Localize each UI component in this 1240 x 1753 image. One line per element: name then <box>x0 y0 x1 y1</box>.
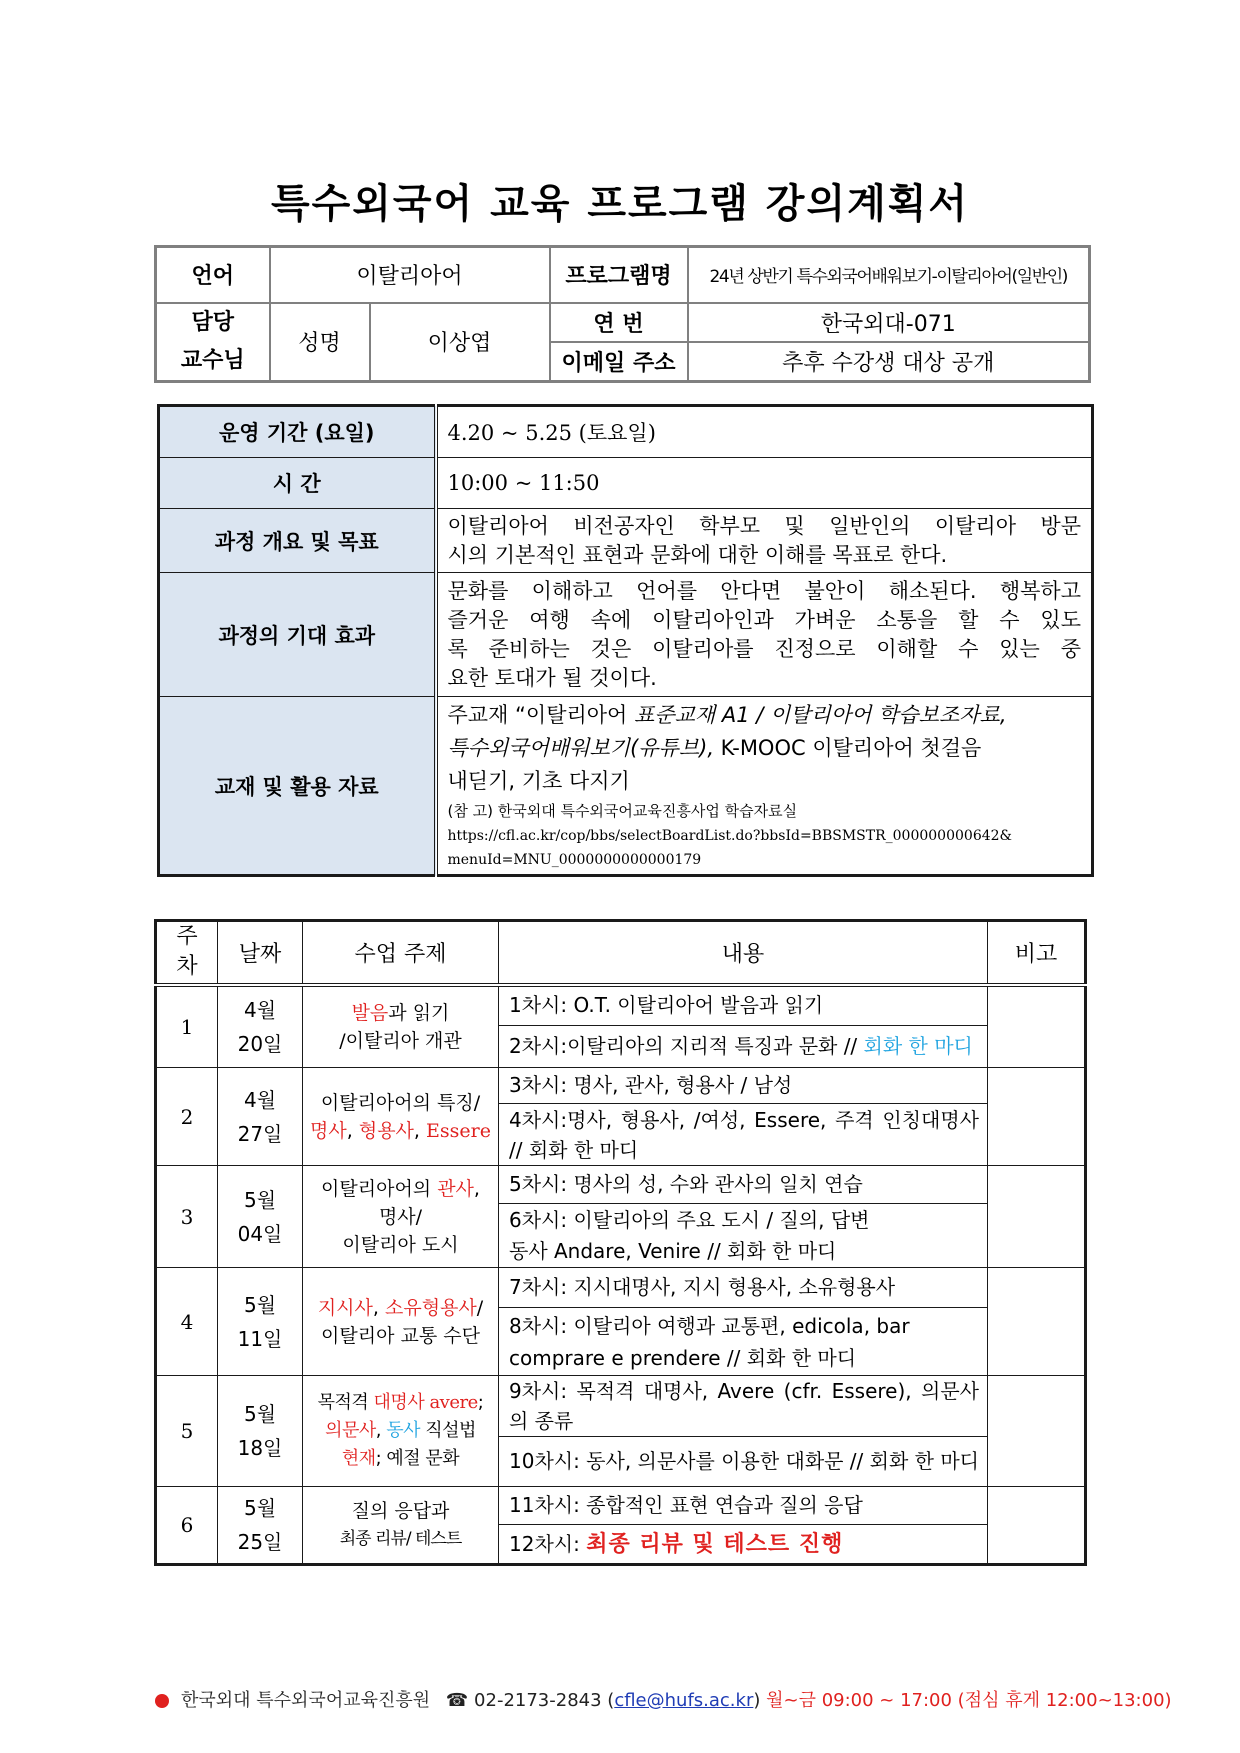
date-day: 27일 <box>237 1121 283 1146</box>
effect-line: 즐거운 여행 속에 이탈리아인과 가벼운 소통을 할 수 있도 <box>447 607 1081 632</box>
footer: 한국외대 특수외국어교육진흥원 ☎ 02-2173-2843 (cfle@hufs.ac.kr) 월~금 09:00 ~ 17:00 (점심 휴게 12:00~13:00) <box>155 1686 1172 1712</box>
material-text: 주교재 “이탈리아어 <box>447 703 635 727</box>
name-label: 성명 <box>270 303 370 382</box>
session-date <box>218 1068 303 1166</box>
header-note: 비고 <box>988 921 1086 985</box>
session-date <box>218 1166 303 1268</box>
week-number: 3 <box>156 1166 218 1268</box>
content-line: 동사 Andare, Venire // 회화 한 마디 <box>509 1238 837 1263</box>
header-week: 주 차 <box>156 921 218 985</box>
date-month: 4월 <box>243 1087 277 1112</box>
summary-line: 시의 기본적인 표현과 문화에 대한 이해를 목표로 한다. <box>447 542 948 567</box>
topic-line: 이탈리아 도시 <box>342 1233 459 1256</box>
date-month: 5월 <box>243 1402 277 1426</box>
period-label: 운영 기간 (요일) <box>159 406 436 458</box>
period-value: 4.20 ~ 5.25 (토요일) <box>436 406 1093 458</box>
topic-text: , <box>372 1296 385 1319</box>
date-month: 5월 <box>243 1292 277 1317</box>
language-label: 언어 <box>156 247 270 303</box>
date-month: 5월 <box>243 1187 277 1212</box>
session-date <box>218 1487 303 1565</box>
program-label: 프로그램명 <box>550 247 688 303</box>
summary-label: 과정 개요 및 목표 <box>159 509 436 573</box>
header-content: 내용 <box>499 921 988 985</box>
session-date <box>218 1268 303 1376</box>
session-topic <box>303 1268 499 1376</box>
session-content: 7차시: 지시대명사, 지시 형용사, 소유형용사 <box>499 1268 988 1308</box>
topic-highlight: Essere <box>426 1119 491 1142</box>
topic-text: ; 예절 문화 <box>375 1448 460 1469</box>
content-highlight: 최종 리뷰 및 테스트 진행 <box>586 1531 844 1557</box>
email-value: 추후 수강생 대상 공개 <box>688 342 1090 381</box>
session-content <box>499 1204 988 1268</box>
email-label: 이메일 주소 <box>550 342 688 381</box>
header-topic: 수업 주제 <box>303 921 499 985</box>
session-content <box>499 1308 988 1376</box>
overview-table <box>157 404 1094 877</box>
topic-highlight: 현재 <box>341 1448 376 1469</box>
effect-label: 과정의 기대 효과 <box>159 573 436 697</box>
footer-org: 한국외대 특수외국어교육진흥원 <box>181 1690 431 1711</box>
material-url[interactable]: https://cfl.ac.kr/cop/bbs/selectBoardList.do?bbsId=BBSMSTR_000000000642& <box>447 828 1012 844</box>
session-content: 10차시: 동사, 의문사를 이용한 대화문 // 회화 한 마디 <box>499 1437 988 1487</box>
info-table <box>154 245 1091 383</box>
topic-text: 이탈리아어의 <box>321 1177 438 1200</box>
topic-text: , <box>346 1119 359 1142</box>
session-content: 5차시: 명사의 성, 수와 관사의 일치 연습 <box>499 1166 988 1204</box>
session-topic <box>303 1376 499 1487</box>
topic-highlight: 형용사 <box>358 1119 414 1142</box>
session-topic <box>303 985 499 1068</box>
topic-highlight: 소유형용사 <box>384 1296 477 1319</box>
schedule-table <box>154 919 1087 1566</box>
content-line: 8차시: 이탈리아 여행과 교통편, edicola, bar <box>509 1313 910 1338</box>
date-day: 25일 <box>237 1530 283 1554</box>
topic-text: 목적격 <box>317 1392 374 1413</box>
topic-highlight: 의문사 <box>325 1420 376 1441</box>
session-content <box>499 1525 988 1565</box>
effect-line: 록 준비하는 것은 이탈리아를 진정으로 이해할 수 있는 중 <box>447 636 1081 661</box>
session-content <box>499 1376 988 1437</box>
date-month: 5월 <box>243 1496 277 1520</box>
session-topic <box>303 1068 499 1166</box>
instructor-label-line2: 교수님 <box>180 347 245 373</box>
content-line: comprare e prendere // 회화 한 마디 <box>509 1345 857 1370</box>
topic-highlight: 관사 <box>437 1177 474 1200</box>
effect-line: 요한 토대가 될 것이다. <box>447 665 657 690</box>
language-value: 이탈리아어 <box>270 247 550 303</box>
footer-hours: 월~금 09:00 ~ 17:00 (점심 휴게 12:00~13:00) <box>766 1690 1172 1711</box>
topic-line <box>303 999 498 1027</box>
material-line <box>448 699 1082 732</box>
week-number: 6 <box>156 1487 218 1565</box>
session-note <box>988 1376 1086 1487</box>
topic-line <box>303 1445 498 1473</box>
session-content: 11차시: 종합적인 표현 연습과 질의 응답 <box>499 1487 988 1525</box>
summary-value <box>436 509 1093 573</box>
session-content: 1차시: O.T. 이탈리아어 발음과 읽기 <box>499 985 988 1026</box>
session-note <box>988 985 1086 1068</box>
material-text-italic: 표준교재 A1 / 이탈리아어 학습보조자료, <box>634 703 1007 727</box>
footer-email-link[interactable]: cfle@hufs.ac.kr <box>614 1690 754 1711</box>
topic-text: 과 읽기 <box>388 1001 450 1024</box>
material-line <box>448 732 1082 765</box>
header-date: 날짜 <box>218 921 303 985</box>
topic-line <box>303 1294 498 1322</box>
topic-text: / <box>476 1296 484 1319</box>
name-value: 이상엽 <box>370 303 550 382</box>
content-line: 의 종류 <box>509 1409 574 1433</box>
instructor-label-line1: 담당 <box>191 309 234 335</box>
session-topic <box>303 1166 499 1268</box>
bullet-icon <box>155 1694 169 1708</box>
session-content <box>499 1026 988 1068</box>
session-date <box>218 1376 303 1487</box>
content-line: 9차시: 목적격 대명사, Avere (cfr. Essere), 의문사 <box>509 1379 979 1403</box>
effect-value <box>436 573 1093 697</box>
serial-label: 연 번 <box>550 303 688 342</box>
topic-line: /이탈리아 개관 <box>339 1029 462 1052</box>
material-reference: (참 고) 한국외대 특수외국어교육진흥사업 학습자료실 <box>447 802 798 820</box>
topic-line: 목적격 대명사 avere; <box>317 1392 484 1413</box>
week-number: 2 <box>156 1068 218 1166</box>
topic-line: 질의 응답과 <box>351 1500 450 1522</box>
topic-line: 명사/ <box>378 1205 423 1228</box>
material-text-italic: 특수외국어배워보기(유튜브), <box>447 736 721 760</box>
material-line: 내딛기, 기초 다지기 <box>447 769 630 793</box>
content-highlight: 회화 한 마디 <box>863 1034 973 1058</box>
date-day: 04일 <box>237 1221 283 1246</box>
session-note <box>988 1268 1086 1376</box>
date-day: 20일 <box>237 1031 283 1056</box>
topic-line <box>303 1417 498 1445</box>
topic-line: 이탈리아어의 특징/ <box>320 1091 481 1114</box>
week-number: 1 <box>156 985 218 1068</box>
footer-phone: 02-2173-2843 <box>474 1690 602 1711</box>
session-note <box>988 1166 1086 1268</box>
time-value: 10:00 ~ 11:50 <box>436 458 1093 509</box>
date-day: 11일 <box>237 1326 283 1351</box>
topic-text: , <box>473 1177 480 1200</box>
content-line: 6차시: 이탈리아의 주요 도시 / 질의, 답변 <box>509 1207 870 1232</box>
topic-highlight: 명사 <box>310 1119 347 1142</box>
session-note <box>988 1487 1086 1565</box>
topic-line <box>303 1117 498 1145</box>
time-label: 시 간 <box>159 458 436 509</box>
date-month: 4월 <box>243 997 277 1022</box>
topic-line: 이탈리아 교통 수단 <box>321 1324 480 1347</box>
material-value <box>436 697 1093 876</box>
week-number: 5 <box>156 1376 218 1487</box>
page-title: 특수외국어 교육 프로그램 강의계획서 <box>270 181 970 227</box>
date-day: 18일 <box>237 1436 283 1460</box>
program-value: 24년 상반기 특수외국어배워보기-이탈리아어(일반인) <box>688 247 1090 303</box>
topic-text: , <box>375 1420 387 1441</box>
topic-highlight: 지시사 <box>317 1296 373 1319</box>
topic-highlight: avere <box>424 1392 478 1413</box>
session-content: 3차시: 명사, 관사, 형용사 / 남성 <box>499 1068 988 1104</box>
topic-highlight: 대명사 <box>373 1392 425 1413</box>
topic-line <box>303 1175 498 1203</box>
topic-highlight: 동사 <box>386 1420 420 1441</box>
instructor-label <box>156 303 270 382</box>
session-content <box>499 1104 988 1166</box>
session-date <box>218 985 303 1068</box>
topic-text: , <box>413 1119 426 1142</box>
summary-line: 이탈리아어 비전공자인 학부모 및 일반인의 이탈리아 방문 <box>447 513 1081 538</box>
effect-line: 문화를 이해하고 언어를 안다면 불안이 해소된다. 행복하고 <box>447 578 1081 603</box>
material-label: 교재 및 활용 자료 <box>159 697 436 876</box>
content-line: // 회화 한 마디 <box>509 1137 639 1162</box>
topic-line: 최종 리뷰/ 테스트 <box>339 1529 462 1549</box>
session-topic <box>303 1487 499 1565</box>
content-text: 12차시: <box>509 1531 587 1556</box>
serial-value: 한국외대-071 <box>688 303 1090 342</box>
session-note <box>988 1068 1086 1166</box>
phone-icon: ☎ <box>445 1690 469 1711</box>
content-text: 2차시:이탈리아의 지리적 특징과 문화 // <box>509 1034 864 1058</box>
material-url[interactable]: menuId=MNU_0000000000000179 <box>447 852 702 868</box>
topic-text: 직설법 <box>420 1420 476 1441</box>
material-text: K-MOOC 이탈리아어 첫걸음 <box>720 736 982 760</box>
content-line: 4차시:명사, 형용사, /여성, Essere, 주격 인칭대명사 <box>509 1107 979 1132</box>
week-number: 4 <box>156 1268 218 1376</box>
topic-highlight: 발음 <box>351 1001 389 1024</box>
